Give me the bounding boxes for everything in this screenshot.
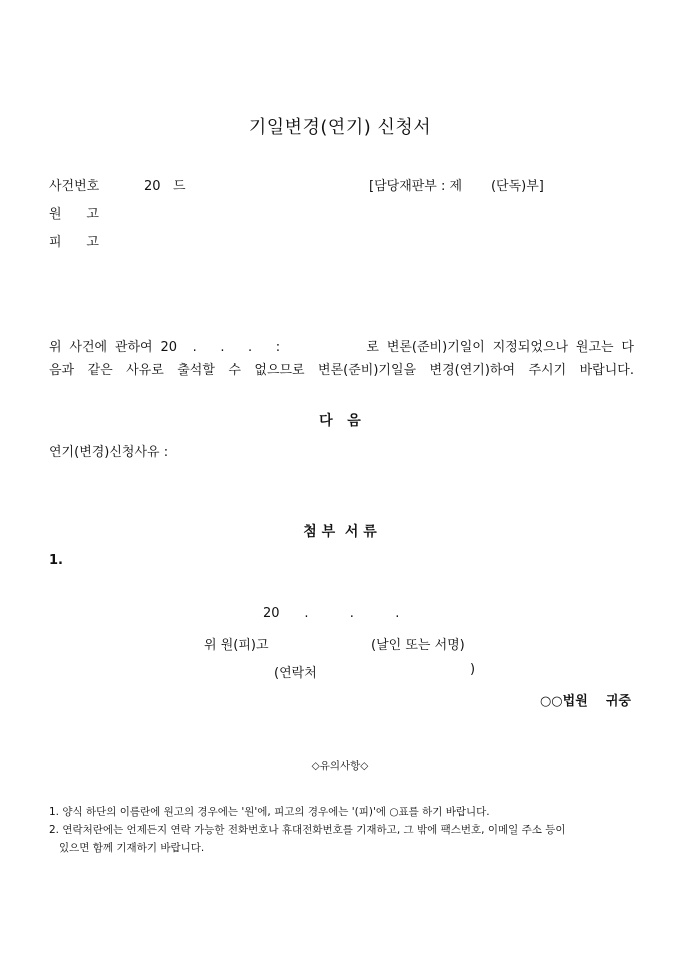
attachment-item: 1. (49, 553, 63, 568)
document-title: 기일변경(연기) 신청서 (248, 117, 432, 138)
defendant-label: 피 고 (49, 235, 99, 250)
seal-label: (날인 또는 서명) (371, 638, 465, 653)
body-paragraph (49, 336, 634, 382)
contact-close: ) (470, 662, 476, 677)
division-label: [담당재판부 : 제 (단독)부] (369, 179, 544, 194)
reason-label: 연기(변경)신청사유 : (49, 445, 169, 460)
notes-title: ◇유의사항◇ (311, 760, 369, 772)
note-item-2-line-1: 2. 연락처란에는 언제든지 연락 가능한 전화번호나 휴대전화번호를 기재하고, 그 밖에 팩스번호, 이메일 주소 등이 (49, 824, 566, 836)
contact-open: (연락처 (274, 666, 317, 681)
court-name: ○○법원 귀중 (539, 694, 631, 709)
body-line-1: 위 사건에 관하여 20 . . . : 로 변론(준비)기일이 지정되었으나 원고는 다 (49, 340, 634, 355)
case-number-label: 사건번호 (49, 179, 100, 194)
attachments-heading: 첨 부 서 류 (303, 524, 377, 540)
note-item-1: 1. 양식 하단의 이름란에 원고의 경우에는 '원'에, 피고의 경우에는 '(피)'에 ○표를 하기 바랍니다. (49, 806, 490, 818)
body-line-2: 음과 같은 사유로 출석할 수 없으므로 변론(준비)기일을 변경(연기)하여 주시기 바랍니다. (49, 363, 634, 378)
case-number-value: 20 드 (144, 179, 186, 194)
date-line: 20 . . . (263, 606, 400, 621)
next-heading: 다 음 (319, 413, 361, 429)
plaintiff-label: 원 고 (49, 207, 99, 222)
signer-label: 위 원(피)고 (204, 638, 269, 653)
note-item-2-line-2: 있으면 함께 기재하기 바랍니다. (49, 842, 205, 854)
